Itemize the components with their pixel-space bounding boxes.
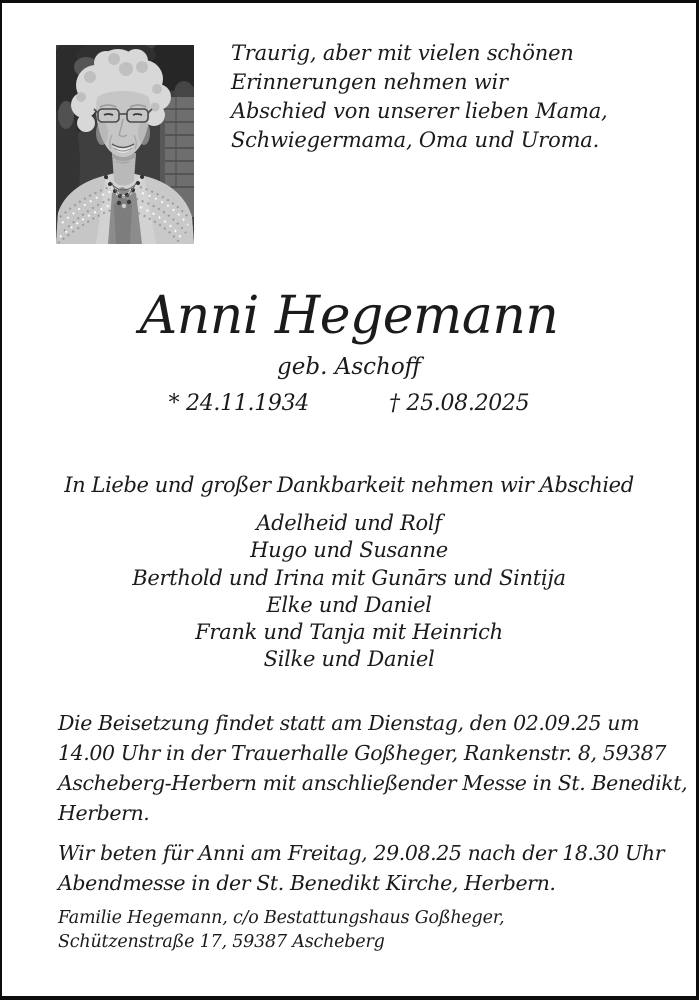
maiden-name: geb. Aschoff (277, 354, 421, 380)
publisher-info (58, 907, 504, 954)
birth-date: * 24.11.1934 (168, 391, 309, 416)
mourner-line: Silke und Daniel (263, 647, 435, 672)
intro-line: Abschied von unserer lieben Mama, (231, 99, 608, 123)
funeral-line: Herbern. (58, 801, 150, 825)
mourners-list (2, 510, 696, 674)
prayer-note (58, 838, 664, 898)
mourner-line: Hugo und Susanne (250, 538, 448, 563)
life-dates (2, 391, 696, 417)
farewell-heading: In Liebe und großer Dankbarkeit nehmen wir Abschied (64, 473, 634, 497)
intro-line: Schwiegermama, Oma und Uroma. (231, 128, 600, 152)
portrait-photo (56, 45, 194, 244)
deceased-name: Anni Hegemann (139, 286, 559, 346)
death-date: † 25.08.2025 (389, 391, 530, 416)
mourner-line: Adelheid und Rolf (256, 511, 442, 535)
prayer-line: Wir beten für Anni am Freitag, 29.08.25 nach der 18.30 Uhr (58, 841, 665, 865)
mourner-line: Frank und Tanja mit Heinrich (195, 620, 503, 645)
prayer-line: Abendmesse in der St. Benedikt Kirche, Herbern. (58, 871, 556, 895)
intro-line: Erinnerungen nehmen wir (231, 70, 508, 94)
portrait-photo-image (56, 45, 194, 244)
funeral-line: Ascheberg-Herbern mit anschließender Messe in St. Benedikt, (58, 771, 688, 795)
funeral-details (58, 708, 687, 828)
mourner-line: Berthold und Irina mit Gunārs und Sintija (132, 565, 566, 590)
mourner-line: Elke und Daniel (266, 592, 432, 617)
publisher-line: Schützenstraße 17, 59387 Ascheberg (58, 931, 385, 952)
publisher-line: Familie Hegemann, c/o Bestattungshaus Goßheger, (58, 908, 505, 928)
funeral-line: 14.00 Uhr in der Trauerhalle Goßheger, Rankenstr. 8, 59387 (58, 741, 666, 765)
intro-line: Traurig, aber mit vielen schönen (231, 41, 574, 65)
intro-text (231, 39, 608, 155)
funeral-line: Die Beisetzung findet statt am Dienstag, den 02.09.25 um (58, 711, 640, 735)
